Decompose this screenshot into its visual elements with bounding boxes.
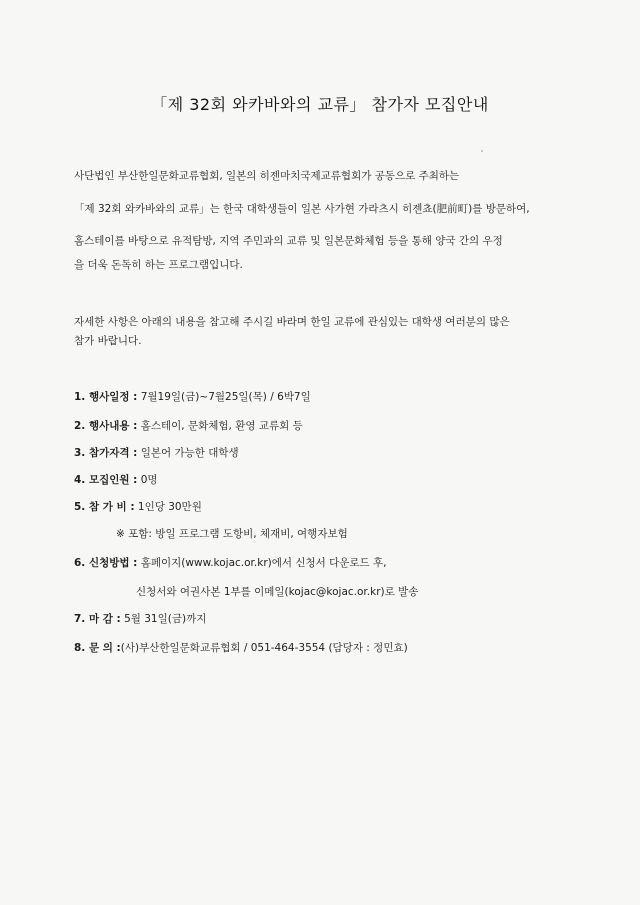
item-contact [74, 640, 408, 655]
item-value: (사)부산한일문화교류협회 / 051-464-3554 (담당자 : 정민효) [120, 642, 408, 654]
item-value: 0명 [137, 474, 158, 486]
item-value: 1인당 30만원 [134, 501, 202, 513]
item-value: 5월 31일(금)까지 [120, 613, 207, 625]
intro-line-2: 「제 32회 와카바와의 교류」는 한국 대학생들이 일본 사가현 가라츠시 히젠쵸(肥前町)를 방문하여, [74, 203, 530, 215]
item-label: 7. 마 감 : [74, 613, 121, 625]
item-application [74, 555, 387, 570]
item-value: 7월19일(금)~7월25일(목) / 6박7일 [137, 391, 311, 403]
item-capacity [74, 472, 158, 487]
item-content [74, 418, 303, 433]
item-label: 3. 참가자격 : [74, 447, 138, 459]
item-label: 8. 문 의 : [74, 642, 121, 654]
scan-speck [481, 150, 483, 152]
page-title: 「제 32회 와카바와의 교류」 참가자 모집안내 [151, 95, 489, 114]
item-label: 2. 행사내용 : [74, 420, 138, 432]
invite-line-2: 참가 바랍니다. [74, 335, 142, 347]
fee-note: ※ 포함: 방일 프로그램 도항비, 체재비, 여행자보험 [116, 528, 348, 540]
item-schedule [74, 389, 311, 404]
intro-line-3: 홈스테이를 바탕으로 유적탐방, 지역 주민과의 교류 및 일본문화체험 등을 통해 양국 간의 우정 [74, 235, 503, 247]
item-eligibility [74, 445, 239, 460]
item-value: 홈스테이, 문화체험, 환영 교류회 등 [137, 420, 303, 432]
intro-line-4: 을 더욱 돈독히 하는 프로그램입니다. [74, 259, 243, 271]
item-deadline [74, 611, 206, 626]
intro-line-1: 사단법인 부산한일문화교류협회, 일본의 히젠마치국제교류협회가 공동으로 주최하는 [74, 170, 460, 182]
item-value: 홈페이지(www.kojac.or.kr)에서 신청서 다운로드 후, [137, 557, 387, 569]
item-value: 일본어 가능한 대학생 [137, 447, 239, 459]
invite-line-1: 자세한 사항은 아래의 내용을 참고해 주시길 바라며 한일 교류에 관심있는 대학생 여러분의 많은 [74, 316, 510, 328]
item-label: 5. 참 가 비 : [74, 501, 135, 513]
item-label: 1. 행사일정 : [74, 391, 138, 403]
item-label: 6. 신청방법 : [74, 557, 138, 569]
apply-note: 신청서와 여권사본 1부를 이메일(kojac@kojac.or.kr)로 발송 [136, 586, 419, 598]
item-label: 4. 모집인원 : [74, 474, 138, 486]
item-fee [74, 499, 202, 514]
